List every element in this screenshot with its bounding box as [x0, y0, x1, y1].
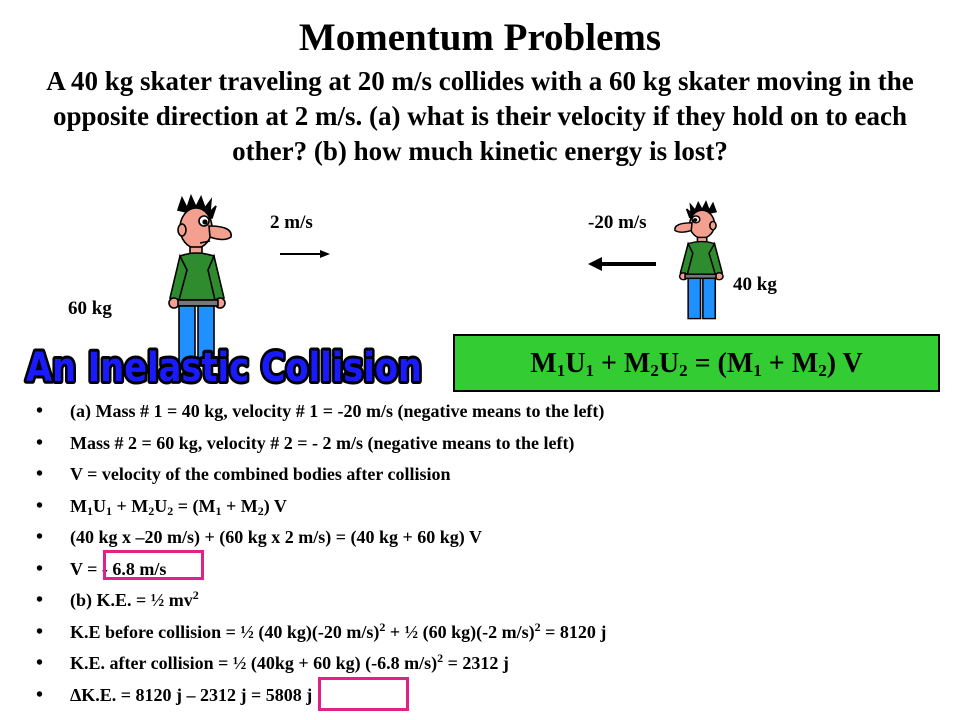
list-item: • (40 kg x –20 m/s) + (60 kg x 2 m/s) = (40 kg + 60 kg) V [36, 522, 936, 554]
answer-highlight-velocity [103, 550, 204, 580]
left-speed-label: 2 m/s [270, 212, 313, 233]
list-item: • K.E. after collision = ½ (40kg + 60 kg) (-6.8 m/s)$^2$ = 2312 j [36, 648, 936, 680]
list-item: • (b) K.E. = ½ $mv^2$ [36, 585, 936, 617]
list-item: • (a) Mass # 1 = 40 kg, velocity # 1 = -20 m/s (negative means to the left) [36, 396, 936, 428]
left-mass-label: 60 kg [68, 298, 112, 319]
momentum-equation-box: $M_1U_1 + M_2U_2 = (M_1 + M_2)$ V [453, 334, 940, 392]
list-item: • K.E before collision = ½ (40 kg)(-20 m/s)$^2$ + ½ (60 kg)(-2 m/s)$^2$ = 8120 j [36, 617, 936, 649]
right-mass-label: 40 kg [733, 274, 777, 295]
problem-statement: A 40 kg skater traveling at 20 m/s collides with a 60 kg skater moving in the opposite direction at 2 m/s. (a) what is their velocity if they hold on to each other? (b) how much kinetic energy is lost? [46, 66, 914, 166]
page-title: Momentum Problems [298, 16, 662, 59]
list-item: • V = - 6.8 m/s [36, 554, 936, 586]
collision-title-text: An Inelastic Collision [26, 345, 422, 391]
collision-title-art [18, 333, 430, 395]
right-speed-label: -20 m/s [588, 212, 647, 233]
left-arrow-icon [586, 256, 658, 272]
list-item: • V = velocity of the combined bodies after collision [36, 459, 936, 491]
list-item: • ΔK.E. = 8120 j – 2312 j = 5808 j [36, 680, 936, 712]
list-item: • Mass # 2 = 60 kg, velocity # 2 = - 2 m/s (negative means to the left) [36, 428, 936, 460]
list-item: • $M_1U_1 + M_2U_2 = (M_1 + M_2)$ V [36, 491, 936, 523]
answer-highlight-energy [318, 677, 409, 711]
right-arrow-icon [278, 247, 332, 261]
right-skater-figure [668, 202, 730, 320]
